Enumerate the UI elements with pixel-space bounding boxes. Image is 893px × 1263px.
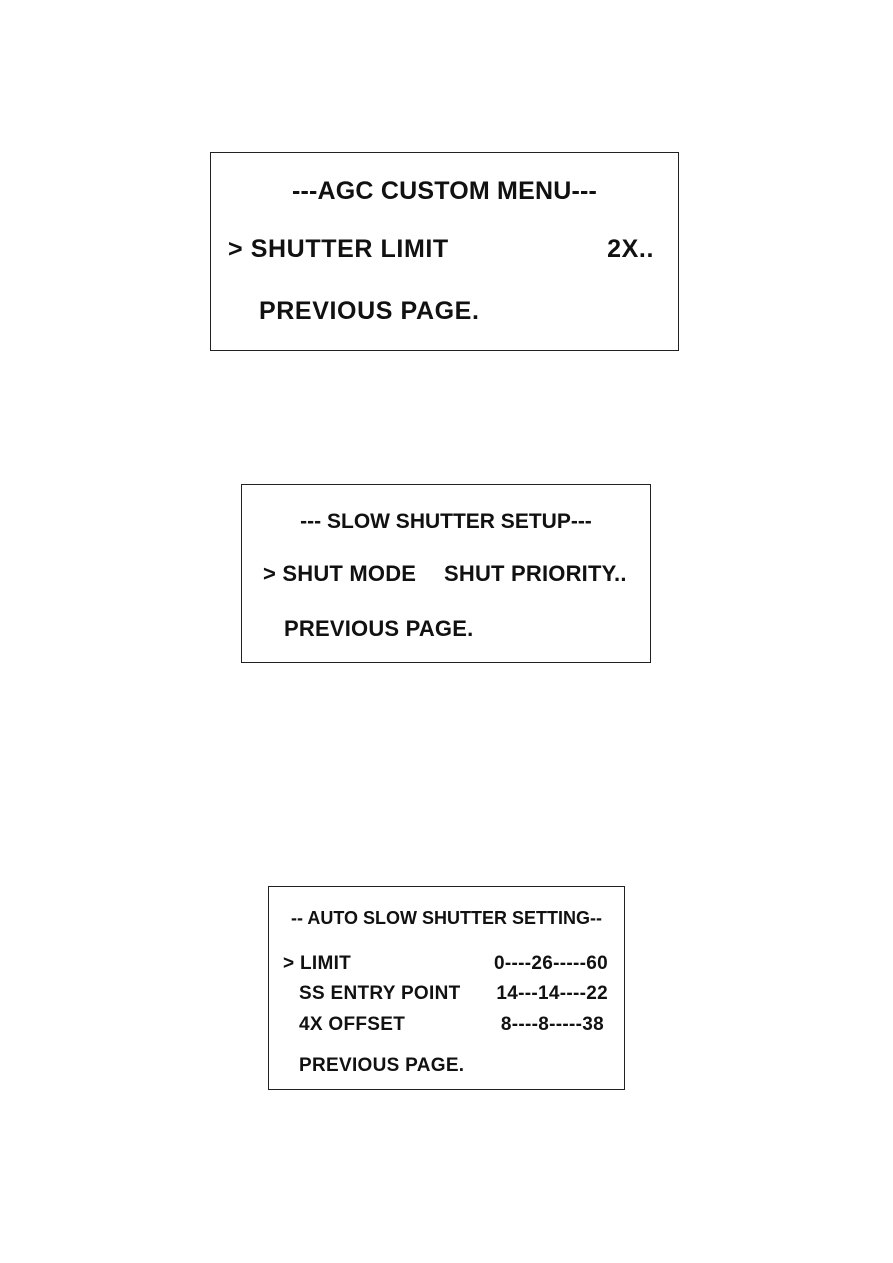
limit-item[interactable]: > LIMIT xyxy=(283,953,352,974)
previous-page-item[interactable]: PREVIOUS PAGE. xyxy=(259,297,480,325)
shutter-limit-item[interactable]: > SHUTTER LIMIT xyxy=(228,235,449,263)
auto-slow-shutter-setting-box xyxy=(268,886,625,1090)
previous-page-item[interactable]: PREVIOUS PAGE. xyxy=(299,1055,465,1076)
limit-value: 0----26-----60 xyxy=(494,953,608,974)
slow-shutter-setup-title: --- SLOW SHUTTER SETUP--- xyxy=(300,510,592,533)
shut-mode-item[interactable]: > SHUT MODE xyxy=(263,561,417,586)
4x-offset-value: 8----8-----38 xyxy=(500,1014,604,1035)
slow-shutter-setup-box xyxy=(241,484,651,663)
previous-page-item[interactable]: PREVIOUS PAGE. xyxy=(284,616,474,641)
4x-offset-item[interactable]: 4X OFFSET xyxy=(299,1014,406,1035)
auto-slow-shutter-setting-title: -- AUTO SLOW SHUTTER SETTING-- xyxy=(291,908,602,928)
ss-entry-point-value: 14---14----22 xyxy=(496,983,608,1004)
agc-custom-menu-title: ---AGC CUSTOM MENU--- xyxy=(291,177,598,205)
shut-mode-value: SHUT PRIORITY.. xyxy=(444,561,627,586)
agc-custom-menu-box xyxy=(210,152,679,351)
shutter-limit-value: 2X.. xyxy=(607,235,654,263)
ss-entry-point-item[interactable]: SS ENTRY POINT xyxy=(299,983,461,1004)
